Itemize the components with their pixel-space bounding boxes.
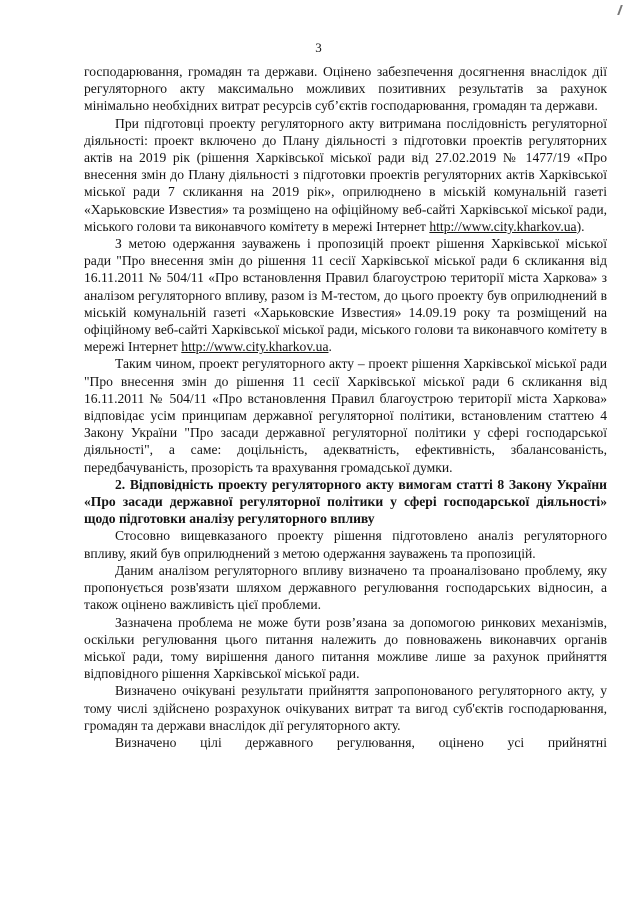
scan-corner-mark — [617, 5, 629, 15]
section-paragraph: Стосовно вищевказаного проекту рішення підготовлено аналіз регуляторного впливу, який був оприлюднений з метою одержання зауважень та пропозицій. — [84, 528, 607, 561]
paragraph-regulatory-sequence — [84, 115, 607, 235]
document-body — [84, 63, 607, 751]
website-link[interactable]: http://www.city.kharkov.ua — [429, 218, 577, 234]
section-paragraph: Зазначена проблема не може бути розв’язана за допомогою ринкових механізмів, оскільки регулювання цього питання належить до повноважень виконавчих органів міської ради, тому вирішення даного питання можливе лише за рахунок прийняття відповідного рішення Харківської міської ради. — [84, 614, 607, 682]
paragraph-text: При підготовці проекту регуляторного акту витримана послідовність регуляторної діяльності: проект включено до Плану діяльності з підготовки проектів регуляторних актів на 2019 рік (рішення Харківської міської ради від 27.02.2019 № 1477/19 «Про внесення змін до Плану діяльності з підготовки проектів регуляторних актів Харківської міської ради 7 скликання на 2019 рік», оприлюднено в міській комунальній газеті «Харьковские Известия» та розміщено на офіційному веб-сайті Харківської міської ради, міського голови та виконавчого комітету в мережі Інтернет — [84, 115, 607, 234]
section-paragraph: Визначено цілі державного регулювання, оцінено усі прийнятні — [115, 734, 607, 750]
paragraph-text: . — [328, 339, 332, 355]
page-number: 3 — [315, 40, 322, 55]
website-link[interactable]: http://www.city.kharkov.ua — [181, 339, 329, 355]
section-paragraph: Даним аналізом регуляторного впливу визначено та проаналізовано проблему, яку пропонується розв'язати шляхом державного регулювання господарських відносин, а також оцінено важливість цієї проблеми. — [84, 562, 607, 613]
section-heading: 2. Відповідність проекту регуляторного акту вимогам статті 8 Закону України «Про засади державної регуляторної політики у сфері господарської діяльності» щодо підготовки аналізу регуляторного впливу — [84, 476, 607, 527]
paragraph-text: ). — [576, 218, 585, 234]
section-paragraph: Визначено очікувані результати прийняття запропонованого регуляторного акту, у тому числі здійснено розрахунок очікуваних витрат та вигод суб'єктів господарювання, громадян та держави внаслідок дії регуляторного акту. — [84, 683, 607, 733]
paragraph-text: З метою одержання зауважень і пропозицій проект рішення Харківської міської ради "Про внесення змін до рішення 11 сесії Харківської міської ради 6 скликання від 16.11.2011 № 504/11 «Про встановлення Правил благоустрою території міста Харкова» з аналізом регуляторного впливу, разом із М-тестом, до цього проекту був оприлюднений в міській комунальній газеті «Харьковские Известия» 14.09.19 року та розміщений на офіційному веб-сайті Харківської міської ради, міського голови та виконавчого комітету в мережі Інтернет — [84, 236, 607, 355]
paragraph-conclusion: Таким чином, проект регуляторного акту – проект рішення Харківської міської ради "Про внесення змін до рішення 11 сесії Харківської міської ради 6 скликання від 16.11.2011 № 504/11 «Про встановлення Правил благоустрою території міста Харкова» відповідає усім принципам державної регуляторної політики, встановленим статтею 4 Закону України "Про засади державної регуляторної політики у сфері господарської діяльності", а саме: доцільність, адекватність, ефективність, збалансованість, передбачуваність, прозорість та врахування громадської думки. — [84, 356, 607, 475]
paragraph-publication — [84, 235, 607, 355]
paragraph-continuation: господарювання, громадян та держави. Оцінено забезпечення досягнення внаслідок дії регуляторного акту максимально можливих позитивних результатів за рахунок мінімально необхідних витрат ресурсів суб’єктів господарювання, громадян та держави. — [84, 64, 607, 114]
